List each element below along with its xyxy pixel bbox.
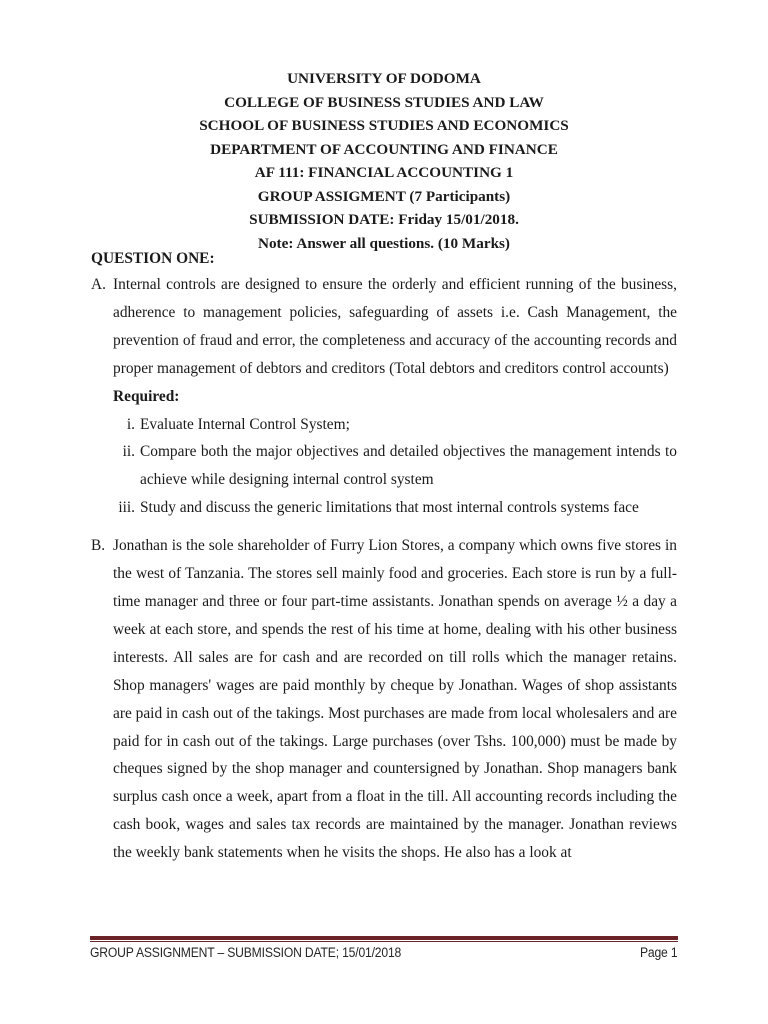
assignment-title: GROUP ASSIGMENT (7 Participants): [257, 187, 511, 205]
footer-rule-thick: [90, 936, 678, 940]
sub-item-marker: ii.: [122, 443, 135, 461]
footer-rule-thin: [90, 941, 678, 942]
course-title: AF 111: FINANCIAL ACCOUNTING 1: [254, 164, 514, 181]
sub-item: [91, 494, 677, 522]
sub-item-text: Evaluate Internal Control System;: [140, 415, 350, 433]
submission-date: SUBMISSION DATE: Friday 15/01/2018.: [249, 211, 519, 228]
part-a-text: Internal controls are designed to ensure the orderly and efficient running of the business, adherence to management policies, safeguarding of assets i.e. Cash Management, the prevention of fraud and error, the completeness and accuracy of the accounting records and proper management of debtors and creditors (Total debtors and creditors control accounts): [113, 276, 677, 377]
university-name: UNIVERSITY OF DODOMA: [287, 70, 481, 87]
college-name: COLLEGE OF BUSINESS STUDIES AND LAW: [224, 93, 544, 111]
department-name: DEPARTMENT OF ACCOUNTING AND FINANCE: [210, 140, 558, 158]
footer-left-text: GROUP ASSIGNMENT – SUBMISSION DATE; 15/01/2018: [90, 945, 402, 960]
sub-item-marker: iii.: [118, 499, 135, 517]
sub-item: [91, 411, 677, 439]
question-one-section: [91, 247, 677, 867]
sub-item: [91, 438, 677, 494]
question-part-b: [91, 532, 677, 867]
instructions-note: Note: Answer all questions. (10 Marks): [258, 234, 510, 252]
document-header: [0, 67, 768, 255]
sub-item-text: Compare both the major objectives and detailed objectives the management intends to achieve while designing internal control system: [140, 443, 677, 489]
school-name: SCHOOL OF BUSINESS STUDIES AND ECONOMICS: [199, 117, 569, 134]
sub-item-text: Study and discuss the generic limitations that most internal controls systems face: [140, 499, 639, 517]
required-sub-list: [91, 411, 677, 523]
question-heading: QUESTION ONE:: [91, 250, 215, 267]
part-b-marker: B.: [91, 537, 106, 555]
part-b-text: Jonathan is the sole shareholder of Furry Lion Stores, a company which owns five stores in the west of Tanzania. The stores sell mainly food and groceries. Each store is run by a full-time manager and three or four part-time assistants. Jonathan spends on average ½ a day a week at each store, and spends the rest of his time at home, dealing with his other business interests. All sales are for cash and are recorded on till rolls which the manager retains. Shop managers' wages are paid monthly by cheque by Jonathan. Wages of shop assistants are paid in cash out of the takings. Most purchases are made from local wholesalers and are paid for in cash out of the takings. Large purchases (over Tshs. 100,000) must be made by cheques signed by the shop manager and countersigned by Jonathan. Shop managers bank surplus cash once a week, apart from a float in the till. All accounting records including the cash book, wages and sales tax records are maintained by the manager. Jonathan reviews the weekly bank statements when he visits the shops. He also has a look at: [113, 537, 677, 862]
part-a-marker: A.: [91, 276, 106, 293]
required-label: Required:: [113, 387, 180, 405]
page-number: Page 1: [639, 945, 678, 960]
footer-row: [90, 945, 677, 960]
page-footer: [90, 936, 678, 960]
question-part-a: [91, 271, 677, 383]
sub-item-marker: i.: [126, 415, 135, 433]
